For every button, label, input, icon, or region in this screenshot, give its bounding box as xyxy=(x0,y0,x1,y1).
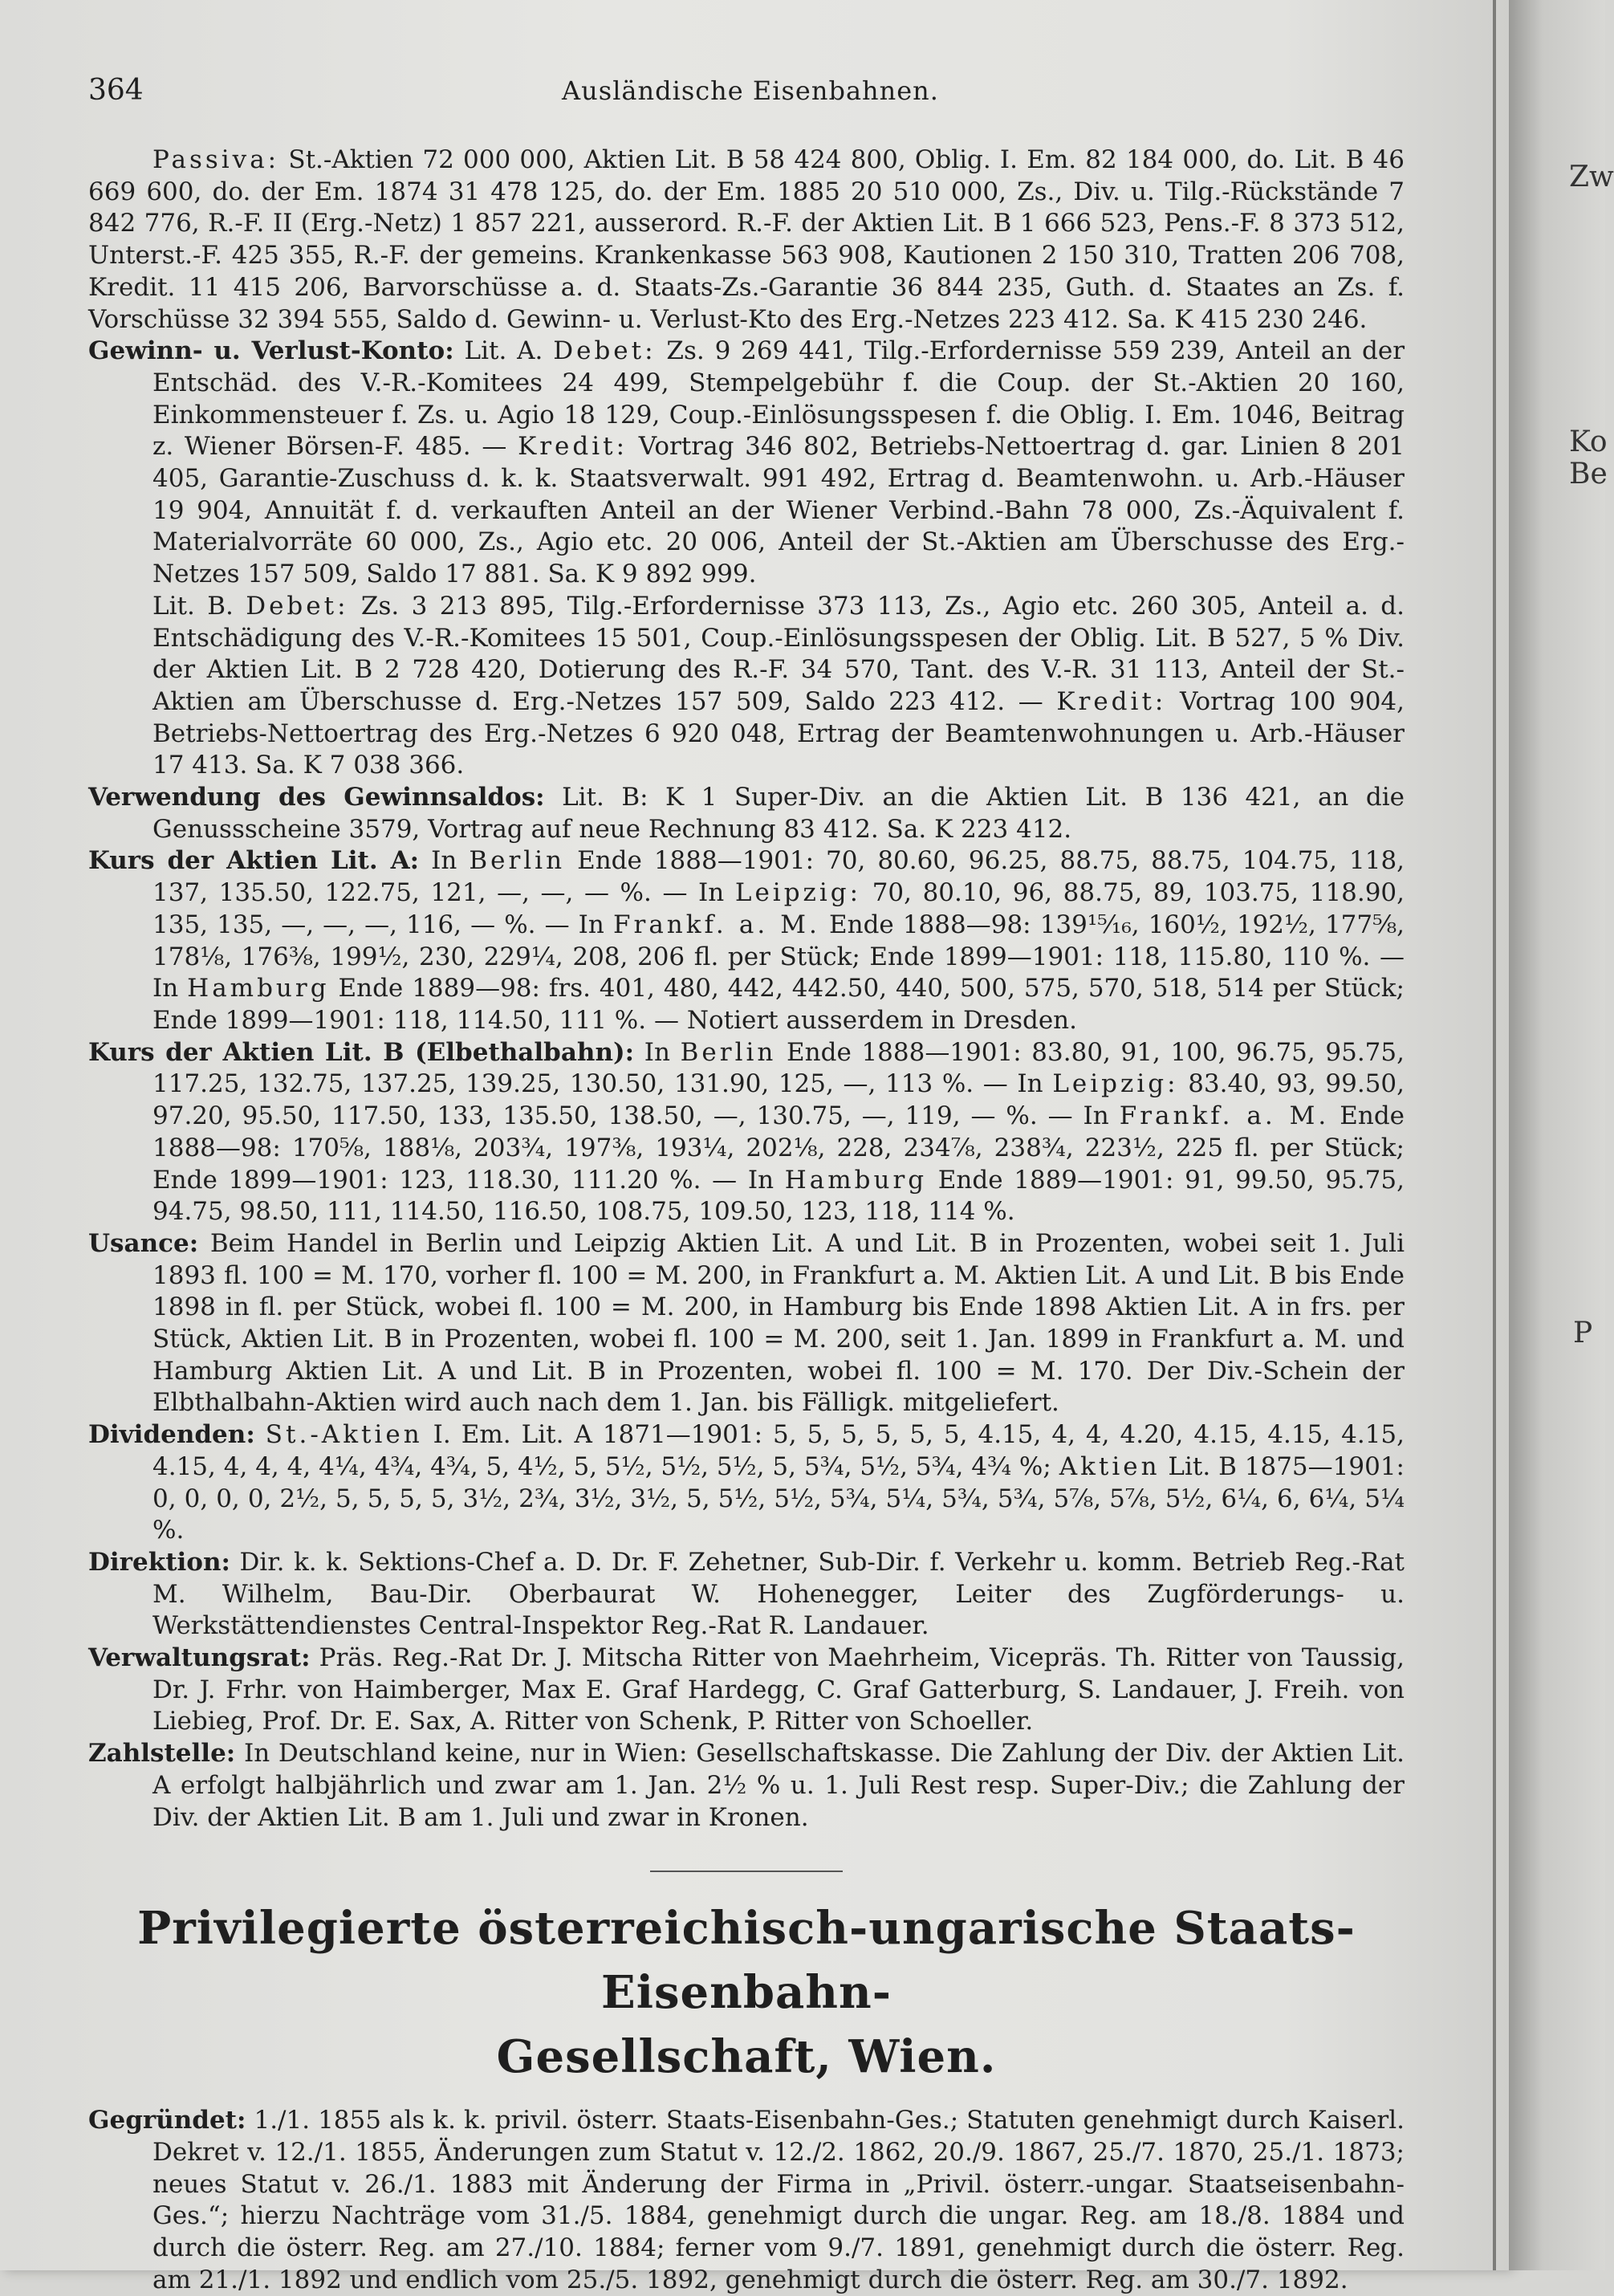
gegruendet-label: Gegründet: xyxy=(88,2106,246,2135)
lit-b-kredit-text: Vortrag 100 904, Betriebs-Nettoertrag des Erg.-Netzes 6 920 048, Ertrag der Beamtenwohnungen u. Arb.-Häuser 17 413. Sa. K 7 038 366. xyxy=(152,686,1405,780)
direktion-text: Dir. k. k. Sektions-Chef a. D. Dr. F. Zehetner, Sub-Dir. f. Verkehr u. komm. Betrieb Reg.-Rat M. Wilhelm, Bau-Dir. Oberbaurat W. Hohenegger, Leiter des Zugförderungs- u. Werkstättendienstes Central-Inspektor Reg.-Rat R. Landauer. xyxy=(152,1547,1405,1641)
zahlstelle-text: In Deutschland keine, nur in Wien: Gesellschaftskasse. Die Zahlung der Div. der Aktien Lit. A erfolgt halbjährlich und zwar am 1. Jan. 2¹⁄₂ % u. 1. Juli Rest resp. Super-Div.; die Zahlung der Div. der Aktien Lit. B am 1. Juli und zwar in Kronen. xyxy=(152,1739,1405,1832)
dividenden-label: Dividenden: xyxy=(88,1420,255,1450)
kurs-b-frankf: Frankf. a. M. xyxy=(1119,1101,1330,1131)
adjacent-page-strip xyxy=(1509,0,1614,2270)
dividenden-text-1: I. Em. Lit. A 1871—1901: 5, 5, 5, 5, 5, 5, 4.15, 4, 4, 4.20, 4.15, 4.15, 4.15, 4.15, 4, 4, 4, 4¹⁄₄, 4³⁄₄, 4³⁄₄, 5, 4¹⁄₂, 5, 5¹⁄₂, 5¹⁄₂, 5¹⁄₂, 5, 5³⁄₄, 5¹⁄₂, 5³⁄₄, 4³⁄₄ %; xyxy=(152,1420,1405,1481)
margin-fragment-2: Ko xyxy=(1569,425,1608,458)
usance-text: Beim Handel in Berlin und Leipzig Aktien Lit. A und Lit. B in Prozenten, wobei seit 1. Juli 1893 fl. 100 = M. 170, vorher fl. 100 = M. 200, in Frankfurt a. M. Aktien Lit. A und Lit. B bis Ende 1898 in fl. per Stück, wobei fl. 100 = M. 200, in Hamburg bis Ende 1898 Aktien Lit. A in frs. per Stück, Aktien Lit. B in Prozenten, wobei fl. 100 = M. 200, seit 1. Jan. 1899 in Frankfurt a. M. und Hamburg Aktien Lit. A und Lit. B in Prozenten, wobei fl. 100 = M. 170. Der Div.-Schein der Elbthalbahn-Aktien wird auch nach dem 1. Jan. bis Fälligk. mitgeliefert. xyxy=(152,1228,1405,1418)
zahlstelle-label: Zahlstelle: xyxy=(88,1739,236,1769)
usance-entry xyxy=(88,1228,1405,1419)
verwendung-entry xyxy=(88,782,1405,845)
verwaltungsrat-text: Präs. Reg.-Rat Dr. J. Mitscha Ritter von Maehrheim, Vicepräs. Th. Ritter von Taussig, Dr. J. Frhr. von Haimberger, Max E. Graf Hardegg, C. Graf Gatterburg, S. Landauer, J. Freih. von Liebieg, Prof. Dr. E. Sax, A. Ritter von Schenk, P. Ritter von Schoeller. xyxy=(152,1643,1405,1736)
verwaltungsrat-label: Verwaltungsrat: xyxy=(88,1643,311,1673)
kurs-a-text-4: Ende 1888—98: 139¹⁵⁄₁₆, 160¹⁄₂, 192¹⁄₂, 177⁵⁄₈, 178¹⁄₈, 176³⁄₈, 199¹⁄₂, 230, 229¹⁄₄, 208, 206 fl. per Stück; Ende 1899—1901: 118, 115.80, 110 %. — In xyxy=(152,910,1405,1003)
passiva-paragraph xyxy=(88,145,1405,336)
kurs-a-label: Kurs der Aktien Lit. A: xyxy=(88,846,420,876)
kurs-b-text-4: Ende 1888—98: 170⁵⁄₈, 188¹⁄₈, 203³⁄₄, 197³⁄₈, 193¹⁄₄, 202¹⁄₈, 228, 234⁷⁄₈, 238³⁄₄, 223¹⁄₂, 225 fl. per Stück; Ende 1899—1901: 123, 118.30, 111.20 %. — In xyxy=(152,1101,1405,1195)
verwaltungsrat-entry xyxy=(88,1643,1405,1738)
passiva-label: Passiva: xyxy=(152,145,280,174)
kurs-a-text-1: In xyxy=(431,846,457,876)
kurs-b-berlin: Berlin xyxy=(680,1037,777,1067)
kurs-a-text-5: Ende 1889—98: frs. 401, 480, 442, 442.50, 440, 500, 575, 570, 518, 514 per Stück; Ende 1899—1901: 118, 114.50, 111 %. — Notiert ausserdem in Dresden. xyxy=(152,974,1405,1035)
direktion-label: Direktion: xyxy=(88,1547,230,1577)
verwendung-text: Lit. B: K 1 Super-Div. an die Aktien Lit. B 136 421, an die Genussscheine 3579, Vortrag auf neue Rechnung 83 412. Sa. K 223 412. xyxy=(152,783,1405,844)
kurs-b-hamburg: Hamburg xyxy=(784,1165,928,1195)
kurs-a-hamburg: Hamburg xyxy=(187,974,330,1003)
margin-fragment-4: P xyxy=(1573,1317,1593,1350)
lit-a-prefix: Lit. A. xyxy=(464,336,543,366)
kurs-b-leipzig: Leipzig: xyxy=(1052,1069,1179,1099)
page-header xyxy=(88,74,1413,114)
verwendung-label: Verwendung des Gewinnsaldos: xyxy=(88,783,545,812)
kurs-b-text-2: Ende 1888—1901: 83.80, 91, 100, 96.75, 95.75, 117.25, 132.75, 137.25, 139.25, 130.50, 131.90, 125, —, 113 %. — In xyxy=(152,1037,1405,1099)
kurs-a-frankf: Frankf. a. M. xyxy=(612,910,820,939)
lit-b-debet-word: Debet: xyxy=(246,591,349,621)
running-title: Ausländische Eisenbahnen. xyxy=(562,75,939,106)
kurs-b-text-5: Ende 1889—1901: 91, 99.50, 95.75, 94.75, 98.50, 111, 114.50, 116.50, 108.75, 109.50, 123, 118, 114 %. xyxy=(152,1165,1405,1227)
dividenden-st-aktien: St.-Aktien xyxy=(265,1420,423,1450)
lit-b-paragraph xyxy=(88,591,1405,782)
page-number: 364 xyxy=(88,74,144,107)
dividenden-entry xyxy=(88,1419,1405,1547)
passiva-text: St.-Aktien 72 000 000, Aktien Lit. B 58 424 800, Oblig. I. Em. 82 184 000, do. Lit. B 46 669 600, do. der Em. 1874 31 478 125, do. der Em. 1885 20 510 000, Zs., Div. u. Tilg.-Rückstände 7 842 776, R.-F. II (Erg.-Netz) 1 857 221, ausserord. R.-F. der Aktien Lit. B 1 666 523, Pens.-F. 8 373 512, Unterst.-F. 425 355, R.-F. der gemeins. Krankenkasse 563 908, Kautionen 2 150 310, Tratten 206 708, Kredit. 11 415 206, Barvorschüsse a. d. Staats-Zs.-Garantie 36 844 235, Guth. d. Staates an Zs. f. Vorschüsse 32 394 555, Saldo d. Gewinn- u. Verlust-Kto des Erg.-Netzes 223 412. Sa. K 415 230 246. xyxy=(88,145,1405,334)
dividenden-text-2: Lit. B 1875—1901: 0, 0, 0, 0, 2¹⁄₂, 5, 5, 5, 5, 3¹⁄₂, 2³⁄₄, 3¹⁄₂, 3¹⁄₂, 5, 5¹⁄₂, 5¹⁄₂, 5³⁄₄, 5¹⁄₄, 5³⁄₄, 5³⁄₄, 5⁷⁄₈, 5⁷⁄₈, 5¹⁄₂, 6¹⁄₄, 6, 6¹⁄₄, 5¹⁄₄ %. xyxy=(152,1451,1405,1545)
lit-b-debet-text: Zs. 3 213 895, Tilg.-Erfordernisse 373 113, Zs., Agio etc. 260 305, Anteil a. d. Entschädigung des V.-R.-Komitees 15 501, Coup.-Einlösungsspesen der Oblig. Lit. B 527, 5 % Div. der Aktien Lit. B 2 728 420, Dotierung des R.-F. 34 570, Tant. des V.-R. 31 113, Anteil der St.-Aktien am Überschusse d. Erg.-Netzes 157 509, Saldo 223 412. — xyxy=(152,591,1405,716)
section-title-line-2: Gesellschaft, Wien. xyxy=(496,2030,997,2084)
gewinn-verlust-label: Gewinn- u. Verlust-Konto: xyxy=(88,336,454,366)
kurs-b-text-1: In xyxy=(644,1037,670,1067)
kurs-a-berlin: Berlin xyxy=(469,846,566,876)
section-title-line-1: Privilegierte österreichisch-ungarische Staats-Eisenbahn- xyxy=(137,1902,1356,2020)
gegruendet-text: 1./1. 1855 als k. k. privil. österr. Staats-Eisenbahn-Ges.; Statuten genehmigt durch Kaiserl. Dekret v. 12./1. 1855, Änderungen zum Statut v. 12./2. 1862, 20./9. 1867, 25./7. 1870, 25./1. 1873; neues Statut v. 26./1. 1883 mit Änderung der Firma in „Privil. österr.-ungar. Staatseisenbahn-Ges.“; hierzu Nachträge vom 31./5. 1884, genehmigt durch die ungar. Reg. am 18./8. 1884 und durch die österr. Reg. am 27./10. 1884; ferner vom 9./7. 1891, genehmigt durch die österr. Reg. am 21./1. 1892 und endlich vom 25./5. 1892, genehmigt durch die österr. Reg. am 30./7. 1892. xyxy=(152,2106,1405,2294)
gegruendet-entry xyxy=(88,2105,1405,2296)
lit-a-debet-word: Debet: xyxy=(553,336,657,366)
kurs-b-label: Kurs der Aktien Lit. B (Elbethalbahn): xyxy=(88,1037,635,1067)
lit-a-kredit-word: Kredit: xyxy=(518,432,628,462)
kurs-a-text-3: 70, 80.10, 96, 88.75, 89, 103.75, 118.90, 135, 135, —, —, —, 116, — %. — In xyxy=(152,878,1405,939)
lit-b-prefix: Lit. B. xyxy=(152,591,234,621)
kurs-b-entry xyxy=(88,1037,1405,1228)
kurs-a-leipzig: Leipzig: xyxy=(734,878,862,908)
lit-b-kredit-word: Kredit: xyxy=(1056,686,1167,716)
gutter-shadow xyxy=(1493,0,1496,2270)
section-divider xyxy=(650,1871,843,1872)
kurs-b-text-3: 83.40, 93, 99.50, 97.20, 95.50, 117.50, 133, 135.50, 138.50, —, 130.75, —, 119, — %. — In xyxy=(152,1069,1405,1131)
margin-fragment-3: Be xyxy=(1569,458,1608,491)
dividenden-aktien: Aktien xyxy=(1059,1451,1161,1481)
direktion-entry xyxy=(88,1547,1405,1643)
zahlstelle-entry xyxy=(88,1738,1405,1834)
section-title xyxy=(88,1896,1405,2089)
margin-fragment-1: Zw xyxy=(1569,161,1614,193)
kurs-a-entry xyxy=(88,845,1405,1036)
kurs-a-text-2: Ende 1888—1901: 70, 80.60, 96.25, 88.75, 88.75, 104.75, 118, 137, 135.50, 122.75, 121, —, —, — %. — In xyxy=(152,846,1405,908)
gewinn-verlust-entry xyxy=(88,336,1405,591)
usance-label: Usance: xyxy=(88,1228,199,1258)
page-body xyxy=(88,145,1405,2296)
lit-a-debet-text: Zs. 9 269 441, Tilg.-Erfordernisse 559 239, Anteil an der Entschäd. des V.-R.-Komitees 24 499, Stempelgebühr f. die Coup. der St.-Aktien 20 160, Einkommensteuer f. Zs. u. Agio 18 129, Coup.-Einlösungsspesen f. die Oblig. I. Em. 1046, Beitrag z. Wiener Börsen-F. 485. — xyxy=(152,336,1405,462)
lit-a-kredit-text: Vortrag 346 802, Betriebs-Nettoertrag d. gar. Linien 8 201 405, Garantie-Zuschuss d. k. k. Staatsverwalt. 991 492, Ertrag d. Beamtenwohn. u. Arb.-Häuser 19 904, Annuität f. d. verkauften Anteil an der Wiener Verbind.-Bahn 78 000, Zs.-Äquivalent f. Materialvorräte 60 000, Zs., Agio etc. 20 006, Anteil der St.-Aktien am Überschusse des Erg.-Netzes 157 509, Saldo 17 881. Sa. K 9 892 999. xyxy=(152,432,1405,589)
